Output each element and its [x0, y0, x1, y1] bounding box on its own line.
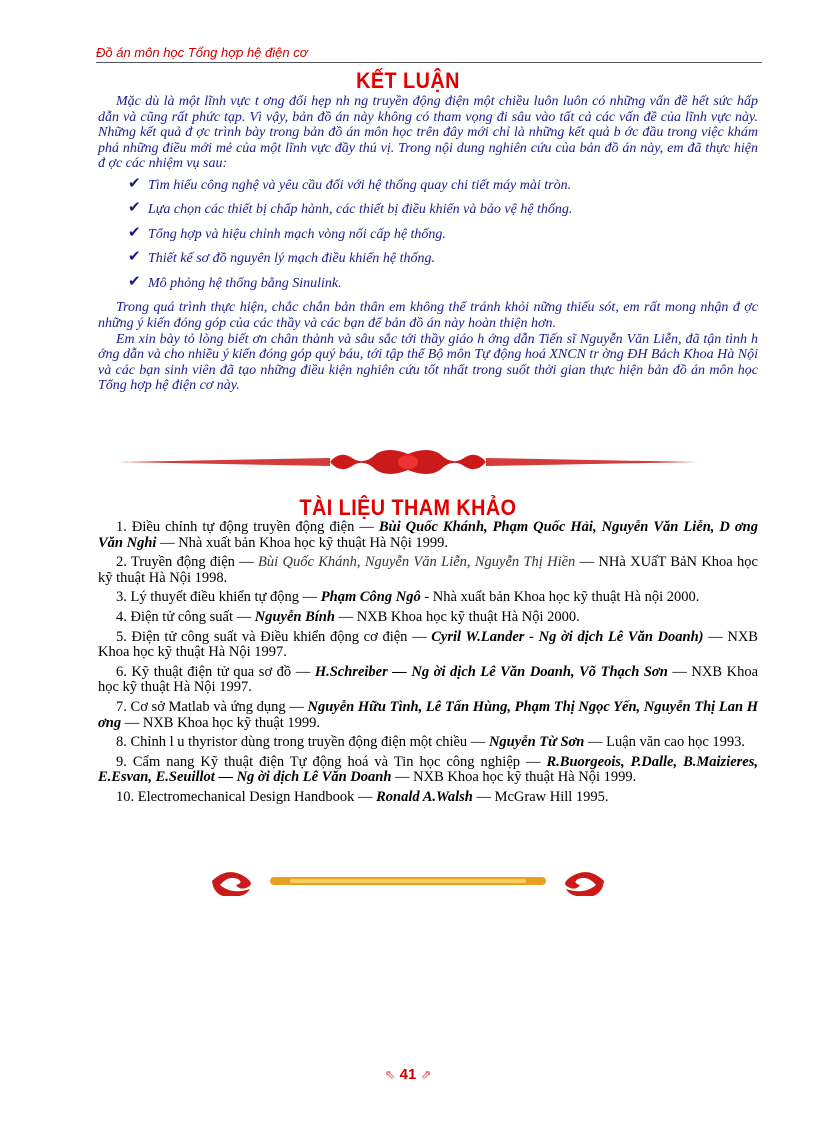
task-item: ✔ Mô phỏng hệ thống bằng Sinulink. [98, 272, 758, 297]
page-number: ⇖ 41 ⇗ [384, 1066, 432, 1083]
reference-item: 1. Điều chỉnh tự động truyền động điện — Bùi Quốc Khánh, Phạm Quốc Hải, Nguyễn Văn Liễn, D ơng Văn Nghi — Nhà xuất bản Khoa học kỹ thuật Hà Nội 1999. [98, 519, 758, 551]
page-header [96, 42, 762, 63]
reference-item: 8. Chỉnh l u thyristor dùng trong truyền động điện một chiều — Nguyễn Từ Sơn — Luận văn cao học 1993. [116, 734, 746, 751]
conclusion-paragraph-3: Em xin bày tỏ lòng biết ơn chân thành và sâu sắc tới thầy giáo h ớng dẫn Tiến sĩ Nguyễn Văn Liễn, đã tận tình h ớng dẫn và cho nhiều ý kiến đóng góp quý báu, tới tập thể Bộ môn Tự động hoá XNCN tr ờng ĐH Bách Khoa Hà Nội và các bạn sinh viên đã tạo những điều kiện nghiên cứu tốt nhất trong suốt thời gian thực hiện bản đồ án môn học Tổng hợp hệ điện cơ này. [98, 331, 758, 394]
arrow-left-icon: ⇖ [384, 1067, 396, 1082]
task-item: ✔ Lựa chọn các thiết bị chấp hành, các thiết bị điều khiển và bảo vệ hệ thống. [98, 198, 758, 223]
reference-list [98, 520, 758, 810]
reference-item: 9. Cẩm nang Kỹ thuật điện Tự động hoá và Tin học công nghiệp — R.Buorgeois, P.Dalle, B.Maizieres, E.Esvan, E.Seuillot — Ng ời dịch Lê Văn Doanh — NXB Khoa học kỹ thuật Hà Nội 1999. [98, 753, 759, 786]
checkmark-icon: ✔ [128, 224, 141, 241]
ornament-divider-bottom [0, 866, 816, 896]
reference-item: 4. Điện tử công suất — Nguyễn Bính — NXB Khoa học kỹ thuật Hà Nội 2000. [116, 608, 580, 625]
checkmark-icon: ✔ [128, 273, 141, 290]
task-item: ✔ Tổng hợp và hiệu chỉnh mạch vòng nối cấp hệ thống. [98, 223, 758, 248]
reference-item: 6. Kỹ thuật điện tử qua sơ đồ — H.Schreiber — Ng ời dịch Lê Văn Doanh, Võ Thạch Sơn — NXB Khoa học kỹ thuật Hà Nội 1997. [98, 663, 759, 696]
reference-item: 10. Electromechanical Design Handbook — Ronald A.Walsh — McGraw Hill 1995. [116, 788, 609, 805]
conclusion-intro: Mặc dù là một lĩnh vực t ơng đối hẹp nh ng truyền động điện một chiều luôn luôn có những vấn đề hết sức hấp dẫn và cũng rất phức tạp. Vì vậy, bản đồ án này không có tham vọng đi sâu vào tất cả các vấn đề của lĩnh vực này. Những kết quả đ ợc trình bày trong bản đồ án môn học trên đây mới chỉ là những kết quả b ớc đầu trong việc khám phá những điều mới mẻ của một lĩnh vực đầy thú vị. Trong nội dung nghiên cứu của bản đồ án này, em đã thực hiện đ ợc các nhiệm vụ sau: [98, 94, 758, 172]
conclusion-section [98, 94, 758, 394]
arrow-right-icon: ⇗ [420, 1067, 432, 1082]
reference-item: 5. Điện tử công suất và Điều khiển động cơ điện — Cyril W.Lander - Ng ời dịch Lê Văn Doanh) — NXB Khoa học kỹ thuật Hà Nội 1997. [98, 628, 758, 661]
reference-item: 3. Lý thuyết điều khiển tự động — Phạm Công Ngô - Nhà xuất bản Khoa học kỹ thuật Hà nội 2000. [116, 589, 700, 606]
conclusion-title: KẾT LUẬN [356, 68, 460, 93]
checkmark-icon: ✔ [128, 175, 141, 192]
task-item: ✔ Thiết kế sơ đồ nguyên lý mạch điều khiển hệ thống. [98, 247, 758, 272]
ornament-divider-top [0, 447, 816, 477]
task-item: ✔ Tìm hiểu công nghệ và yêu cầu đối với hệ thống quay chi tiết máy mài tròn. [98, 174, 758, 199]
task-list [98, 174, 758, 297]
references-title: TÀI LIỆU THAM KHẢO [299, 495, 517, 520]
reference-item: 7. Cơ sở Matlab và ứng dụng — Nguyễn Hữu Tình, Lê Tấn Hùng, Phạm Thị Ngọc Yến, Nguyễn Thị Lan H ơng — NXB Khoa học kỹ thuật 1999. [98, 698, 758, 731]
checkmark-icon: ✔ [128, 249, 141, 266]
checkmark-icon: ✔ [128, 200, 141, 217]
reference-item: 2. Truyền động điện — Bùi Quốc Khánh, Nguyễn Văn Liễn, Nguyễn Thị Hiền — NHà XUấT BảN Khoa học kỹ thuật Hà Nội 1998. [98, 554, 758, 586]
conclusion-paragraph-2: Trong quá trình thực hiện, chắc chắn bản thân em không thể tránh khỏi nững thiếu sót, em rất mong nhận đ ợc những ý kiến đóng góp của các thầy và các bạn để bản đồ án này hoàn thiện hơn. [98, 300, 758, 332]
header-text: Đồ án môn học Tổng hợp hệ điện cơ [96, 45, 308, 60]
